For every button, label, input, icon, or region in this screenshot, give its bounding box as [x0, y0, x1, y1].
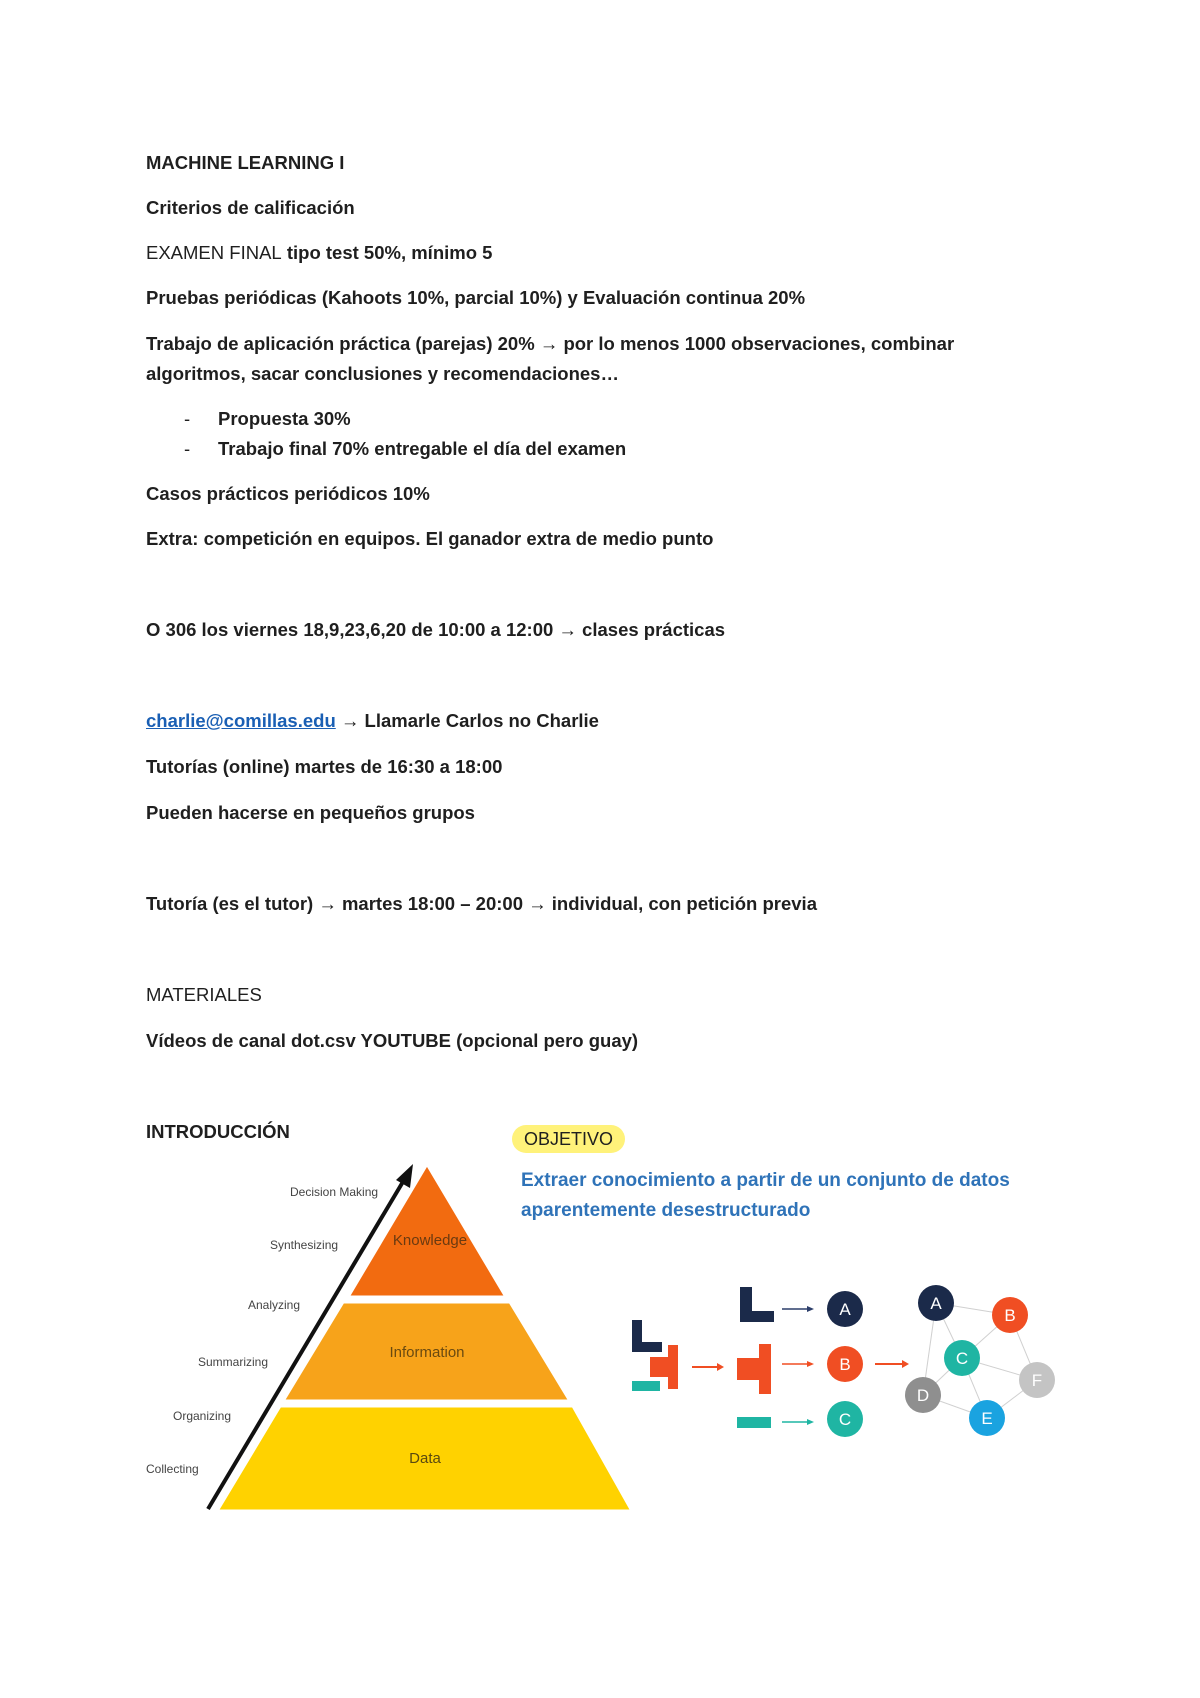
periodic-tests-line: Pruebas periódicas (Kahoots 10%, parcial 10%) y Evaluación continua 20% — [146, 287, 806, 308]
arrow-head-icon — [807, 1361, 814, 1367]
objective-line-1: Extraer conocimiento a partir de un conjunto de datos — [521, 1170, 1010, 1191]
arrow-head-icon — [902, 1360, 909, 1368]
schedule-line: O 306 los viernes 18,9,23,6,20 de 10:00 a 12:00 → clases prácticas — [146, 619, 726, 640]
step-label-organizing: Organizing — [173, 1409, 232, 1423]
step-label-analyzing: Analyzing — [248, 1298, 301, 1312]
network-node-label-b: B — [1004, 1306, 1016, 1325]
extra-line: Extra: competición en equipos. El ganador extra de medio punto — [146, 528, 714, 549]
network-node-label-a: A — [930, 1294, 942, 1313]
bullet-marker: - — [184, 438, 191, 459]
bar-shape-icon — [737, 1417, 771, 1428]
step-label-summarizing: Summarizing — [198, 1355, 269, 1369]
letter-c: C — [838, 1410, 852, 1429]
objective-label: OBJETIVO — [512, 1125, 625, 1153]
tutorials-online-line: Tutorías (online) martes de 16:30 a 18:00 — [146, 756, 503, 777]
objective-line-2: aparentemente desestructurado — [521, 1200, 811, 1221]
network-node-label-f: F — [1031, 1371, 1043, 1390]
letter-b: B — [839, 1355, 851, 1374]
bullet-item-proposal: Propuesta 30% — [218, 408, 351, 429]
pyramid-label-information: Information — [389, 1344, 465, 1361]
arrow-head-icon — [717, 1363, 724, 1371]
pyramid-label-knowledge: Knowledge — [392, 1232, 468, 1249]
bullet-marker: - — [184, 408, 191, 429]
network-node-label-d: D — [916, 1386, 930, 1405]
arrow-head-icon — [807, 1419, 814, 1425]
pyramid-label-data: Data — [409, 1450, 441, 1467]
document-title: MACHINE LEARNING I — [146, 152, 345, 173]
email-note: → Llamarle Carlos no Charlie — [335, 710, 599, 731]
cases-line: Casos prácticos periódicos 10% — [146, 483, 430, 504]
step-label-decision-making: Decision Making — [290, 1185, 379, 1199]
letter-a: A — [839, 1300, 851, 1319]
exam-line — [146, 238, 492, 268]
practical-work-line-2: algoritmos, sacar conclusiones y recomendaciones… — [146, 363, 619, 384]
criteria-heading: Criterios de calificación — [146, 197, 355, 218]
email-line — [146, 706, 599, 736]
l-shape-icon — [632, 1320, 662, 1352]
dikw-pyramid-figure — [140, 1160, 640, 1515]
tutor-line: Tutoría (es el tutor) → martes 18:00 – 20:00 → individual, con petición previa — [146, 893, 817, 914]
arrow-head-icon — [807, 1306, 814, 1312]
email-link[interactable]: charlie@comillas.edu — [146, 710, 336, 731]
intro-heading: INTRODUCCIÓN — [146, 1121, 290, 1142]
practical-work-line-1: Trabajo de aplicación práctica (parejas) 20% → por lo menos 1000 observaciones, combinar — [146, 333, 955, 354]
bullet-item-final-work: Trabajo final 70% entregable el día del examen — [218, 438, 627, 459]
step-label-collecting: Collecting — [146, 1462, 199, 1476]
network-node-label-c: C — [955, 1349, 969, 1368]
clustering-figure — [620, 1285, 1065, 1450]
small-groups-line: Pueden hacerse en pequeños grupos — [146, 802, 475, 823]
materials-heading: MATERIALES — [146, 984, 262, 1005]
network-node-label-e: E — [981, 1409, 993, 1428]
videos-line: Vídeos de canal dot.csv YOUTUBE (opcional pero guay) — [146, 1030, 639, 1051]
exam-rest: tipo test 50%, mínimo 5 — [281, 242, 493, 263]
t-shape-icon — [737, 1344, 771, 1394]
step-label-synthesizing: Synthesizing — [270, 1238, 339, 1252]
l-shape-icon — [740, 1287, 774, 1322]
progression-arrow-head — [396, 1164, 413, 1188]
exam-prefix: EXAMEN FINAL — [146, 242, 282, 263]
bar-shape-icon — [632, 1381, 660, 1391]
